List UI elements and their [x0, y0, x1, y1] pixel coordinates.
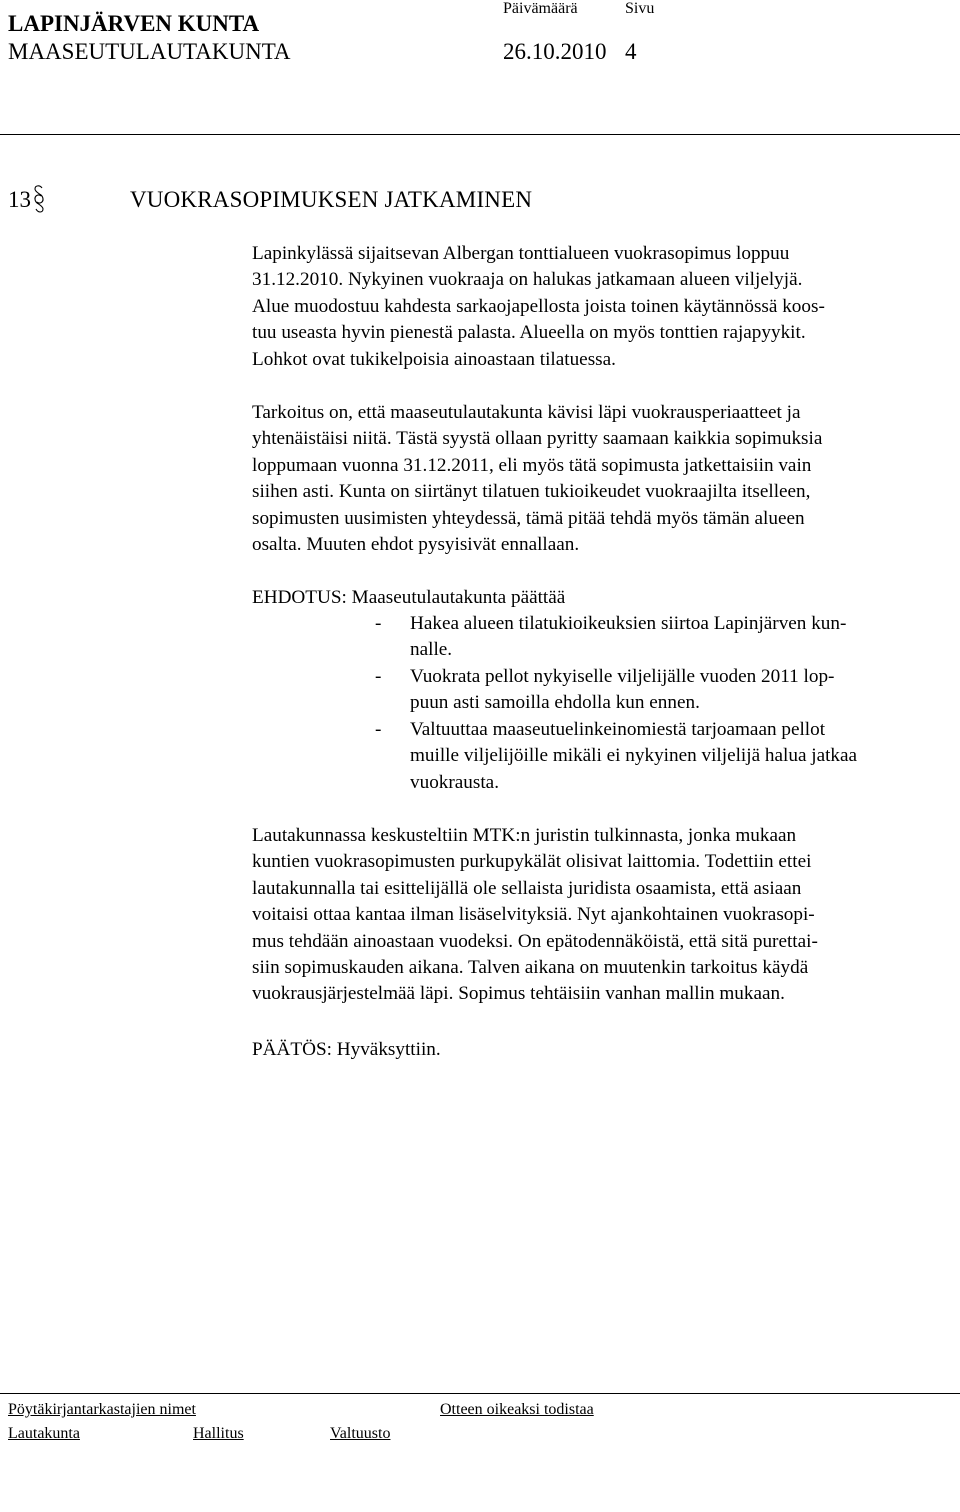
purpose-paragraph	[252, 400, 822, 558]
intro-paragraph	[252, 241, 825, 373]
header-rule	[0, 134, 960, 135]
text-line: siihen asti. Kunta on siirtänyt tilatuen tukioikeudet vuokraajilta itselleen,	[252, 481, 811, 503]
signer-council: Valtuusto	[330, 1425, 391, 1442]
text-line: Vuokrata pellot nykyiselle viljelijälle vuoden 2011 lop-	[410, 666, 835, 687]
page-number: 4	[625, 39, 637, 64]
section-sign-text	[0, 0, 1, 1]
text-line: tuu useasta hyvin pienestä palasta. Alueella on myös tonttien rajapyykit.	[252, 322, 806, 344]
text-line: puun asti samoilla ehdolla kun ennen.	[410, 692, 700, 714]
text-line: Valtuuttaa maaseutuelinkeinomiestä tarjoamaan pellot	[410, 719, 826, 740]
date-label: Päivämäärä	[503, 0, 578, 17]
text-line: vuokrausta.	[410, 771, 499, 793]
text-line: Tarkoitus on, että maaseutulautakunta kävisi läpi vuokrausperiaatteet ja	[252, 402, 801, 423]
text-line: 31.12.2010. Nykyinen vuokraaja on halukas jatkamaan alueen viljelyjä.	[252, 269, 803, 291]
text-line: mus tehdään ainoastaan vuodeksi. On epätodennäköistä, että sitä purettai-	[252, 930, 818, 952]
list-bullet: -	[375, 666, 382, 687]
copy-certified-label: Otteen oikeaksi todistaa	[440, 1401, 594, 1418]
signer-board: Lautakunta	[8, 1425, 80, 1442]
discussion-paragraph	[252, 823, 818, 1008]
list-bullet: -	[375, 719, 382, 740]
text-line: Alue muodostuu kahdesta sarkaojapellosta joista toinen käytännössä koos-	[252, 295, 825, 317]
proposal-item-3	[410, 717, 857, 796]
text-line: vuokrausjärjestelmää läpi. Sopimus tehtäisiin vanhan mallin mukaan.	[252, 983, 785, 1005]
proposal-item-2	[410, 664, 834, 717]
proposal-item-1	[410, 611, 846, 664]
meeting-date: 26.10.2010	[503, 39, 607, 64]
decision-text: PÄÄTÖS: Hyväksyttiin.	[252, 1039, 441, 1060]
text-line: kuntien vuokrasopimusten purkupykälät olisivat laittomia. Todettiin ettei	[252, 851, 812, 873]
text-line: sopimusten uusimisten yhteydessä, tämä pitää tehdä myös tämän alueen	[252, 507, 805, 529]
text-line: siin sopimuskauden aikana. Talven aikana on muutenkin tarkoitus käydä	[252, 957, 809, 979]
section-title: VUOKRASOPIMUKSEN JATKAMINEN	[130, 187, 533, 212]
text-line: loppumaan vuonna 31.12.2011, eli myös tätä sopimusta jatkettaisiin vain	[252, 454, 812, 476]
proposal-heading: EHDOTUS: Maaseutulautakunta päättää	[252, 587, 566, 608]
text-line: lautakunnalla tai esittelijällä ole sellaista juridista osaamista, että asiaan	[252, 877, 802, 899]
text-line: yhtenäistäisi niitä. Tästä syystä ollaan pyritty saamaan kaikkia sopimuksia	[252, 428, 823, 450]
text-line: osalta. Muuten ehdot pysyisivät ennallaan.	[252, 534, 580, 556]
checkers-label: Pöytäkirjantarkastajien nimet	[8, 1401, 196, 1418]
text-line: voitaisi ottaa kantaa ilman lisäselvityksiä. Nyt ajankohtainen vuokrasopi-	[252, 904, 815, 926]
text-line: Lapinkylässä sijaitsevan Albergan tonttialueen vuokrasopimus loppuu	[252, 243, 790, 264]
page-label: Sivu	[625, 0, 655, 17]
section-number: 13	[8, 187, 31, 212]
organization-name: LAPINJÄRVEN KUNTA	[8, 11, 260, 36]
text-line: Lohkot ovat tukikelpoisia ainoastaan tilatuessa.	[252, 348, 616, 370]
text-line: muille viljelijöille mikäli ei nykyinen viljelijä halua jatkaa	[410, 745, 858, 767]
signer-government: Hallitus	[193, 1425, 244, 1442]
section-sign-icon	[33, 184, 45, 214]
text-line: nalle.	[410, 639, 453, 661]
footer-rule	[0, 1393, 960, 1394]
list-bullet: -	[375, 613, 382, 634]
board-name: MAASEUTULAUTAKUNTA	[8, 39, 291, 64]
text-line: Lautakunnassa keskusteltiin MTK:n juristin tulkinnasta, jonka mukaan	[252, 825, 797, 846]
text-line: Hakea alueen tilatukioikeuksien siirtoa Lapinjärven kun-	[410, 613, 847, 634]
